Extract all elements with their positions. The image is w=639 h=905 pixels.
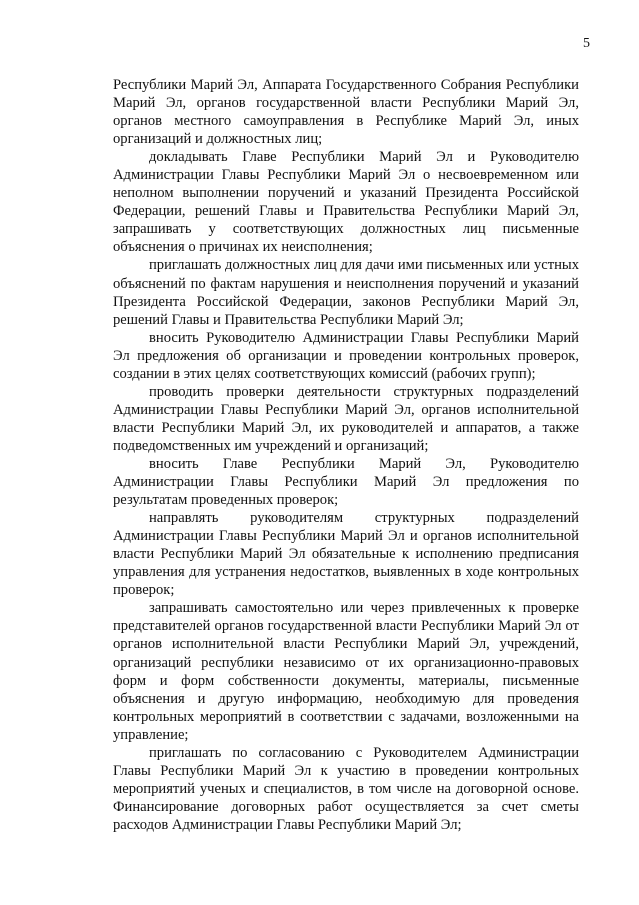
paragraph: приглашать должностных лиц для дачи ими письменных или устных объяснений по фактам нарушения и неисполнения поручений и указаний Президента Российской Федерации, законов Республики Марий Эл, решений Главы и Правительства Республики Марий Эл;	[113, 257, 579, 328]
paragraph: запрашивать самостоятельно или через привлеченных к проверке представителей органов государственной власти Республики Марий Эл от органов исполнительной власти Республики Марий Эл, учреждений, организаций республики независимо от их организационно-правовых форм и форм собственности документы, материалы, письменные объяснения и другую информацию, необходимую для проведения контрольных мероприятий в соответствии с задачами, возложенными на управление;	[113, 600, 579, 743]
paragraph: направлять руководителям структурных подразделений Администрации Главы Республики Марий Эл и органов исполнительной власти Республики Марий Эл обязательные к исполнению предписания управления для устранения недостатков, выявленных в ходе контрольных проверок;	[113, 510, 579, 599]
paragraph: Республики Марий Эл, Аппарата Государственного Собрания Республики Марий Эл, органов государственной власти Республики Марий Эл, органов местного самоуправления в Республике Марий Эл, иных организаций и должностных лиц;	[113, 77, 579, 148]
paragraph: приглашать по согласованию с Руководителем Администрации Главы Республики Марий Эл к участию в проведении контрольных мероприятий ученых и специалистов, в том числе на договорной основе. Финансирование договорных работ осуществляется за счет сметы расходов Администрации Главы Республики Марий Эл;	[113, 744, 579, 833]
paragraph: вносить Руководителю Администрации Главы Республики Марий Эл предложения об организации и проведении контрольных проверок, создании в этих целях соответствующих комиссий (рабочих групп);	[113, 329, 579, 382]
paragraph: докладывать Главе Республики Марий Эл и Руководителю Администрации Главы Республики Марий Эл о несвоевременном или неполном выполнении поручений и указаний Президента Российской Федерации, решений Главы и Правительства Республики Марий Эл, запрашивать у соответствующих должностных лиц письменные объяснения о причинах их неисполнения;	[113, 149, 579, 256]
paragraph: вносить Главе Республики Марий Эл, Руководителю Администрации Главы Республики Марий Эл предложения по результатам проведенных проверок;	[113, 455, 579, 509]
page-number: 5	[583, 36, 590, 51]
paragraph: проводить проверки деятельности структурных подразделений Администрации Главы Республики Марий Эл, органов исполнительной власти Республики Марий Эл, их руководителей и аппаратов, а также подведомственных им учреждений и организаций;	[113, 383, 579, 454]
document-body	[113, 76, 579, 834]
